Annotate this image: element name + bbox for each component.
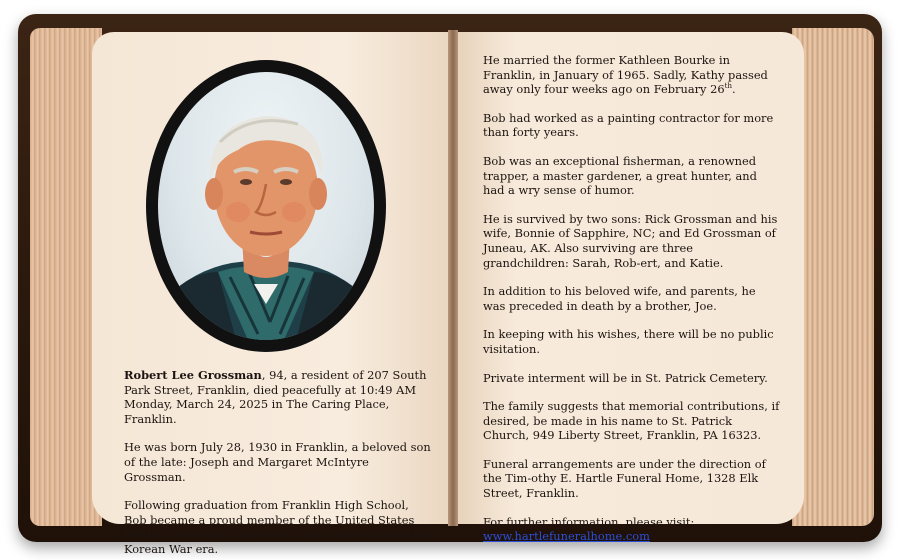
book-spine-gutter	[448, 30, 458, 526]
obituary-intro-paragraph	[124, 368, 434, 426]
visitation-paragraph: In keeping with his wishes, there will be no public visitation.	[483, 327, 774, 356]
info-period: .	[649, 529, 654, 544]
left-page-text	[124, 368, 434, 560]
memorial-paragraph: The family suggests that memorial contributions, if desired, be made in his name to St. Patrick Church, 949 Liberty Street, Franklin, PA 16323.	[483, 399, 780, 443]
page-edges-right	[792, 28, 874, 526]
career-paragraph: Bob had worked as a painting contractor for more than forty years.	[483, 110, 774, 140]
marriage-paragraph	[483, 53, 781, 97]
survivors-paragraph: He is survived by two sons: Rick Grossman and his wife, Bonnie of Sapphire, NC; and Ed Grossman of Juneau, AK. Also surviving are three grandchildren: Sarah, Rob-ert, and Katie.	[483, 211, 778, 270]
deceased-name: Robert Lee Grossman	[124, 368, 262, 382]
intro-text: , 94, a resident of 207 South Park Street, Franklin, died peacefully at 10:49 AM Monday, March 24, 2025 in The Caring Place, Franklin.	[124, 368, 427, 426]
portrait-photo	[158, 72, 374, 340]
funeral-home-link[interactable]: www.hartlefuneralhome.com	[483, 529, 650, 544]
marriage-text: He married the former Kathleen Bourke in Franklin, in January of 1965. Sadly, Kathy passed away only four weeks ago on February 26	[483, 53, 768, 97]
ordinal-suffix: th	[724, 82, 732, 91]
info-text: For further information, please visit:	[483, 514, 695, 529]
marriage-period: .	[731, 82, 736, 97]
portrait-illustration	[158, 72, 374, 340]
info-paragraph	[483, 515, 781, 544]
birth-paragraph: He was born July 28, 1930 in Franklin, a beloved son of the late: Joseph and Margaret McIntyre Grossman.	[124, 440, 431, 484]
preceded-paragraph: In addition to his beloved wife, and parents, he was preceded in death by a brother, Joe.	[483, 284, 756, 313]
right-page-text	[483, 53, 781, 558]
military-paragraph: Following graduation from Franklin High School, Bob became a proud member of the United States Marine Corps, and had served his country during the Korean War era.	[124, 498, 432, 556]
portrait-frame	[146, 60, 386, 352]
hobbies-paragraph: Bob was an exceptional fisherman, a renowned trapper, a master gardener, a great hunter, and had a wry sense of humor.	[483, 153, 757, 198]
arrangements-paragraph: Funeral arrangements are under the direction of the Tim-othy E. Hartle Funeral Home, 1328 Elk Street, Franklin.	[483, 456, 766, 501]
interment-paragraph: Private interment will be in St. Patrick Cemetery.	[483, 370, 768, 385]
